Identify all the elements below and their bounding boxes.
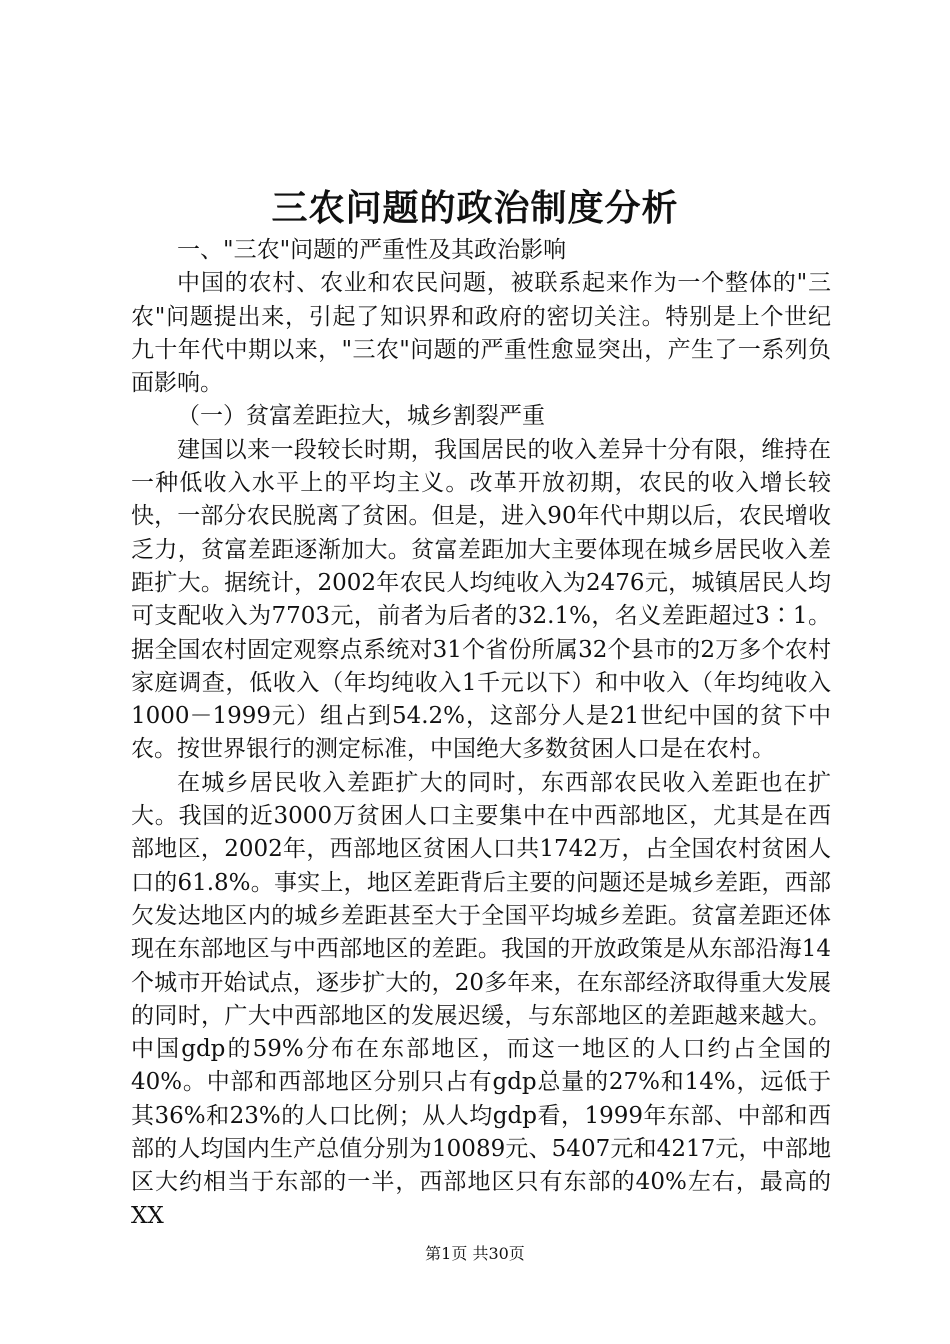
document-title: 三农问题的政治制度分析 — [271, 187, 679, 229]
document-body — [131, 234, 831, 1233]
paragraph: 中国的农村、农业和农民问题，被联系起来作为一个整体的"三农"问题提出来，引起了知识界和政府的密切关注。特别是上个世纪九十年代中期以来，"三农"问题的严重性愈显突出，产生了一系列负面影响。 — [131, 270, 831, 397]
subsection-heading: （一）贫富差距拉大，城乡割裂严重 — [177, 403, 545, 430]
paragraph: 在城乡居民收入差距扩大的同时，东西部农民收入差距也在扩大。我国的近3000万贫困人口主要集中在中西部地区，尤其是在西部地区，2002年，西部地区贫困人口共1742万，占全国农村贫困人口的61.8%。事实上，地区差距背后主要的问题还是城乡差距，西部欠发达地区内的城乡差距甚至大于全国平均城乡差距。贫富差距还体现在东部地区与中西部地区的差距。我国的开放政策是从东部沿海14个城市开始试点，逐步扩大的，20多年来，在东部经济取得重大发展的同时，广大中西部地区的发展迟缓，与东部地区的差距越来越大。中国gdp的59%分布在东部地区，而这一地区的人口约占全国的40%。中部和西部地区分别只占有gdp总量的27%和14%，远低于其36%和23%的人口比例；从人均gdp看，1999年东部、中部和西部的人均国内生产总值分别为10089元、5407元和4217元，中部地区大约相当于东部的一半，西部地区只有东部的40%左右，最高的XX — [131, 769, 831, 1229]
paragraph: 建国以来一段较长时期，我国居民的收入差异十分有限，维持在一种低收入水平上的平均主义。改革开放初期，农民的收入增长较快，一部分农民脱离了贫困。但是，进入90年代中期以后，农民增收乏力，贫富差距逐渐加大。贫富差距加大主要体现在城乡居民收入差距扩大。据统计，2002年农民人均纯收入为2476元，城镇居民人均可支配收入为7703元，前者为后者的32.1%，名义差距超过3∶1。据全国农村固定观察点系统对31个省份所属32个县市的2万多个农村家庭调查，低收入（年均纯收入1千元以下）和中收入（年均纯收入1000－1999元）组占到54.2%，这部分人是21世纪中国的贫下中农。按世界银行的测定标准，中国绝大多数贫困人口是在农村。 — [131, 436, 831, 763]
page-footer: 第1页 共30页 — [425, 1244, 525, 1263]
section-heading: 一、"三农"问题的严重性及其政治影响 — [177, 237, 567, 263]
